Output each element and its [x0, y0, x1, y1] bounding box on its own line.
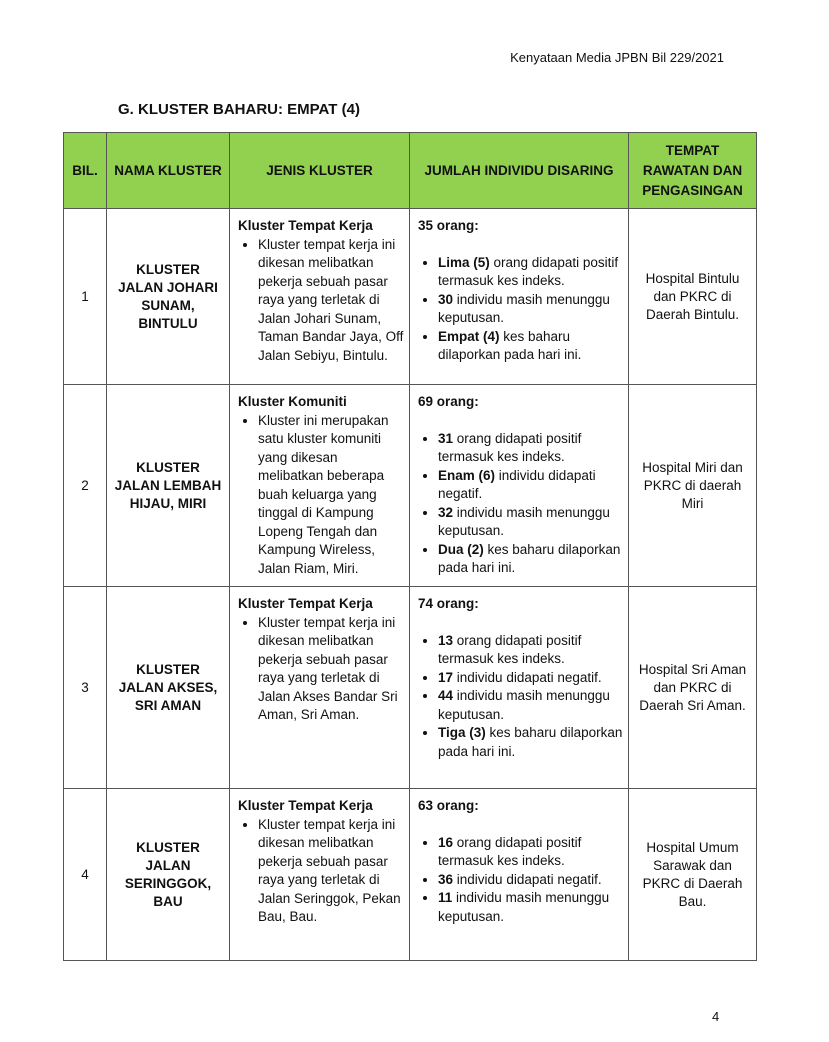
cell-nama-kluster: KLUSTER JALAN AKSES, SRI AMAN	[107, 587, 230, 789]
cell-bil: 3	[64, 587, 107, 789]
cell-bil: 2	[64, 385, 107, 587]
count-total: 63 orang:	[418, 798, 479, 813]
cluster-type-description: • Kluster tempat kerja ini dikesan melibatkan pekerja sebuah pasar raya yang terletak di Jalan Akses Bandar Sri Aman, Sri Aman.	[258, 614, 405, 725]
count-total: 69 orang:	[418, 394, 479, 409]
count-item: • Lima (5) orang didapati positif termasuk kes indeks.	[438, 254, 624, 291]
count-item: • Tiga (3) kes baharu dilaporkan pada hari ini.	[438, 724, 624, 761]
table-header-row	[64, 133, 757, 209]
header-jenis-kluster: JENIS KLUSTER	[230, 133, 410, 209]
cluster-table	[63, 132, 757, 961]
count-total: 74 orang:	[418, 596, 479, 611]
document-reference: Kenyataan Media JPBN Bil 229/2021	[510, 50, 724, 65]
cluster-type-description: • Kluster tempat kerja ini dikesan melibatkan pekerja sebuah pasar raya yang terletak di Jalan Seringgok, Pekan Bau, Bau.	[258, 816, 405, 927]
cell-jenis-kluster	[230, 789, 410, 961]
section-title: G. KLUSTER BAHARU: EMPAT (4)	[118, 101, 360, 118]
cell-nama-kluster: KLUSTER JALAN LEMBAH HIJAU, MIRI	[107, 385, 230, 587]
count-item: • Dua (2) kes baharu dilaporkan pada hari ini.	[438, 541, 624, 578]
count-total: 35 orang:	[418, 218, 479, 233]
table-row	[64, 587, 757, 789]
cluster-type-title: Kluster Komuniti	[238, 394, 347, 409]
count-item: • 32 individu masih menunggu keputusan.	[438, 504, 624, 541]
count-item: • 16 orang didapati positif termasuk kes indeks.	[438, 834, 624, 871]
cell-tempat-rawatan: Hospital Bintulu dan PKRC di Daerah Bintulu.	[629, 209, 757, 385]
header-bil: BIL.	[64, 133, 107, 209]
header-nama-kluster: NAMA KLUSTER	[107, 133, 230, 209]
cluster-type-description: • Kluster tempat kerja ini dikesan melibatkan pekerja sebuah pasar raya yang terletak di Jalan Johari Sunam, Taman Bandar Jaya, Off Jalan Sebiyu, Bintulu.	[258, 236, 405, 366]
cell-tempat-rawatan: Hospital Umum Sarawak dan PKRC di Daerah Bau.	[629, 789, 757, 961]
page-number: 4	[712, 1009, 720, 1024]
cell-jumlah-individu	[410, 789, 629, 961]
cell-jumlah-individu	[410, 209, 629, 385]
count-item: • 44 individu masih menunggu keputusan.	[438, 687, 624, 724]
cluster-type-description: • Kluster ini merupakan satu kluster komuniti yang dikesan melibatkan beberapa buah keluarga yang tinggal di Kampung Lopeng Tengah dan Kampung Wireless, Jalan Riam, Miri.	[258, 412, 405, 579]
header-tempat-rawatan: TEMPAT RAWATAN DAN PENGASINGAN	[629, 133, 757, 209]
count-item: • Empat (4) kes baharu dilaporkan pada hari ini.	[438, 328, 624, 365]
cell-nama-kluster: KLUSTER JALAN SERINGGOK, BAU	[107, 789, 230, 961]
cell-jenis-kluster	[230, 385, 410, 587]
cell-tempat-rawatan: Hospital Sri Aman dan PKRC di Daerah Sri Aman.	[629, 587, 757, 789]
cluster-type-title: Kluster Tempat Kerja	[238, 798, 373, 813]
count-item: • 30 individu masih menunggu keputusan.	[438, 291, 624, 328]
table-row	[64, 789, 757, 961]
cell-jenis-kluster	[230, 587, 410, 789]
cell-jenis-kluster	[230, 209, 410, 385]
cell-jumlah-individu	[410, 385, 629, 587]
count-item: • 11 individu masih menunggu keputusan.	[438, 889, 624, 926]
count-item: • 17 individu didapati negatif.	[438, 669, 624, 688]
count-item: • 31 orang didapati positif termasuk kes indeks.	[438, 430, 624, 467]
header-jumlah-individu: JUMLAH INDIVIDU DISARING	[410, 133, 629, 209]
cell-tempat-rawatan: Hospital Miri dan PKRC di daerah Miri	[629, 385, 757, 587]
table-row	[64, 385, 757, 587]
count-item: • 36 individu didapati negatif.	[438, 871, 624, 890]
cell-nama-kluster: KLUSTER JALAN JOHARI SUNAM, BINTULU	[107, 209, 230, 385]
table-row	[64, 209, 757, 385]
count-item: • Enam (6) individu didapati negatif.	[438, 467, 624, 504]
cluster-type-title: Kluster Tempat Kerja	[238, 596, 373, 611]
count-item: • 13 orang didapati positif termasuk kes indeks.	[438, 632, 624, 669]
cell-bil: 1	[64, 209, 107, 385]
cell-bil: 4	[64, 789, 107, 961]
cluster-type-title: Kluster Tempat Kerja	[238, 218, 373, 233]
cell-jumlah-individu	[410, 587, 629, 789]
